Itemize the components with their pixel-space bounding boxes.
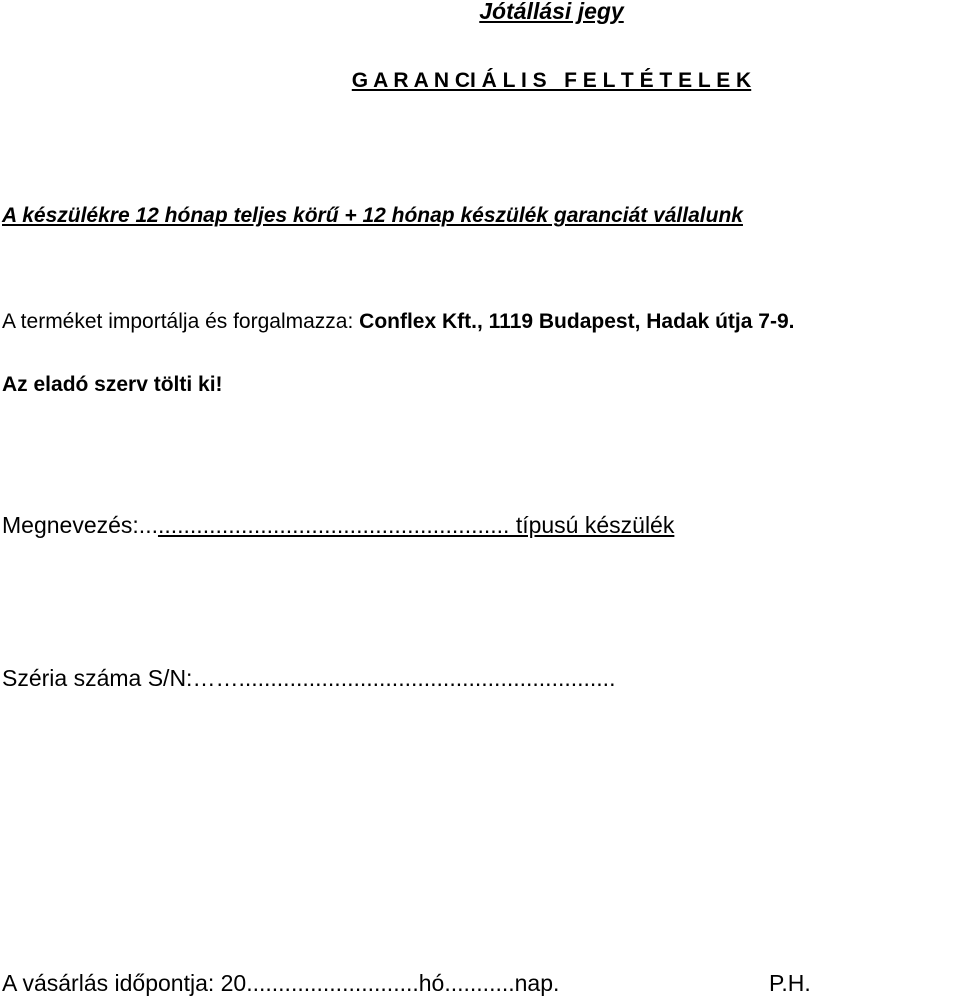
purchase-date-field: A vásárlás időpontja: 20...........................hó...........nap. — [2, 970, 560, 996]
importer-line — [2, 311, 794, 332]
product-type-blank: ....................................................... típusú készülék — [157, 512, 675, 538]
stamp-placeholder: P.H. — [769, 970, 811, 996]
warranty-statement: A készülékre 12 hónap teljes körű + 12 hónap készülék garanciát vállalunk — [2, 204, 743, 227]
product-name-field — [2, 514, 674, 537]
seller-note: Az eladó szerv tölti ki! — [2, 373, 223, 396]
product-name-label: Megnevezés:... — [2, 512, 158, 538]
importer-company: Conflex Kft., 1119 Budapest, Hadak útja 7-9. — [359, 310, 795, 333]
importer-label: A terméket importálja és forgalmazza: — [2, 310, 360, 333]
serial-number-field: Széria száma S/N:……........................................................... — [2, 665, 616, 691]
document-title: Jótállási jegy — [479, 0, 624, 24]
warranty-conditions-heading: G A R A N CI Á L I S F E L T É T E L E K — [351, 69, 752, 92]
